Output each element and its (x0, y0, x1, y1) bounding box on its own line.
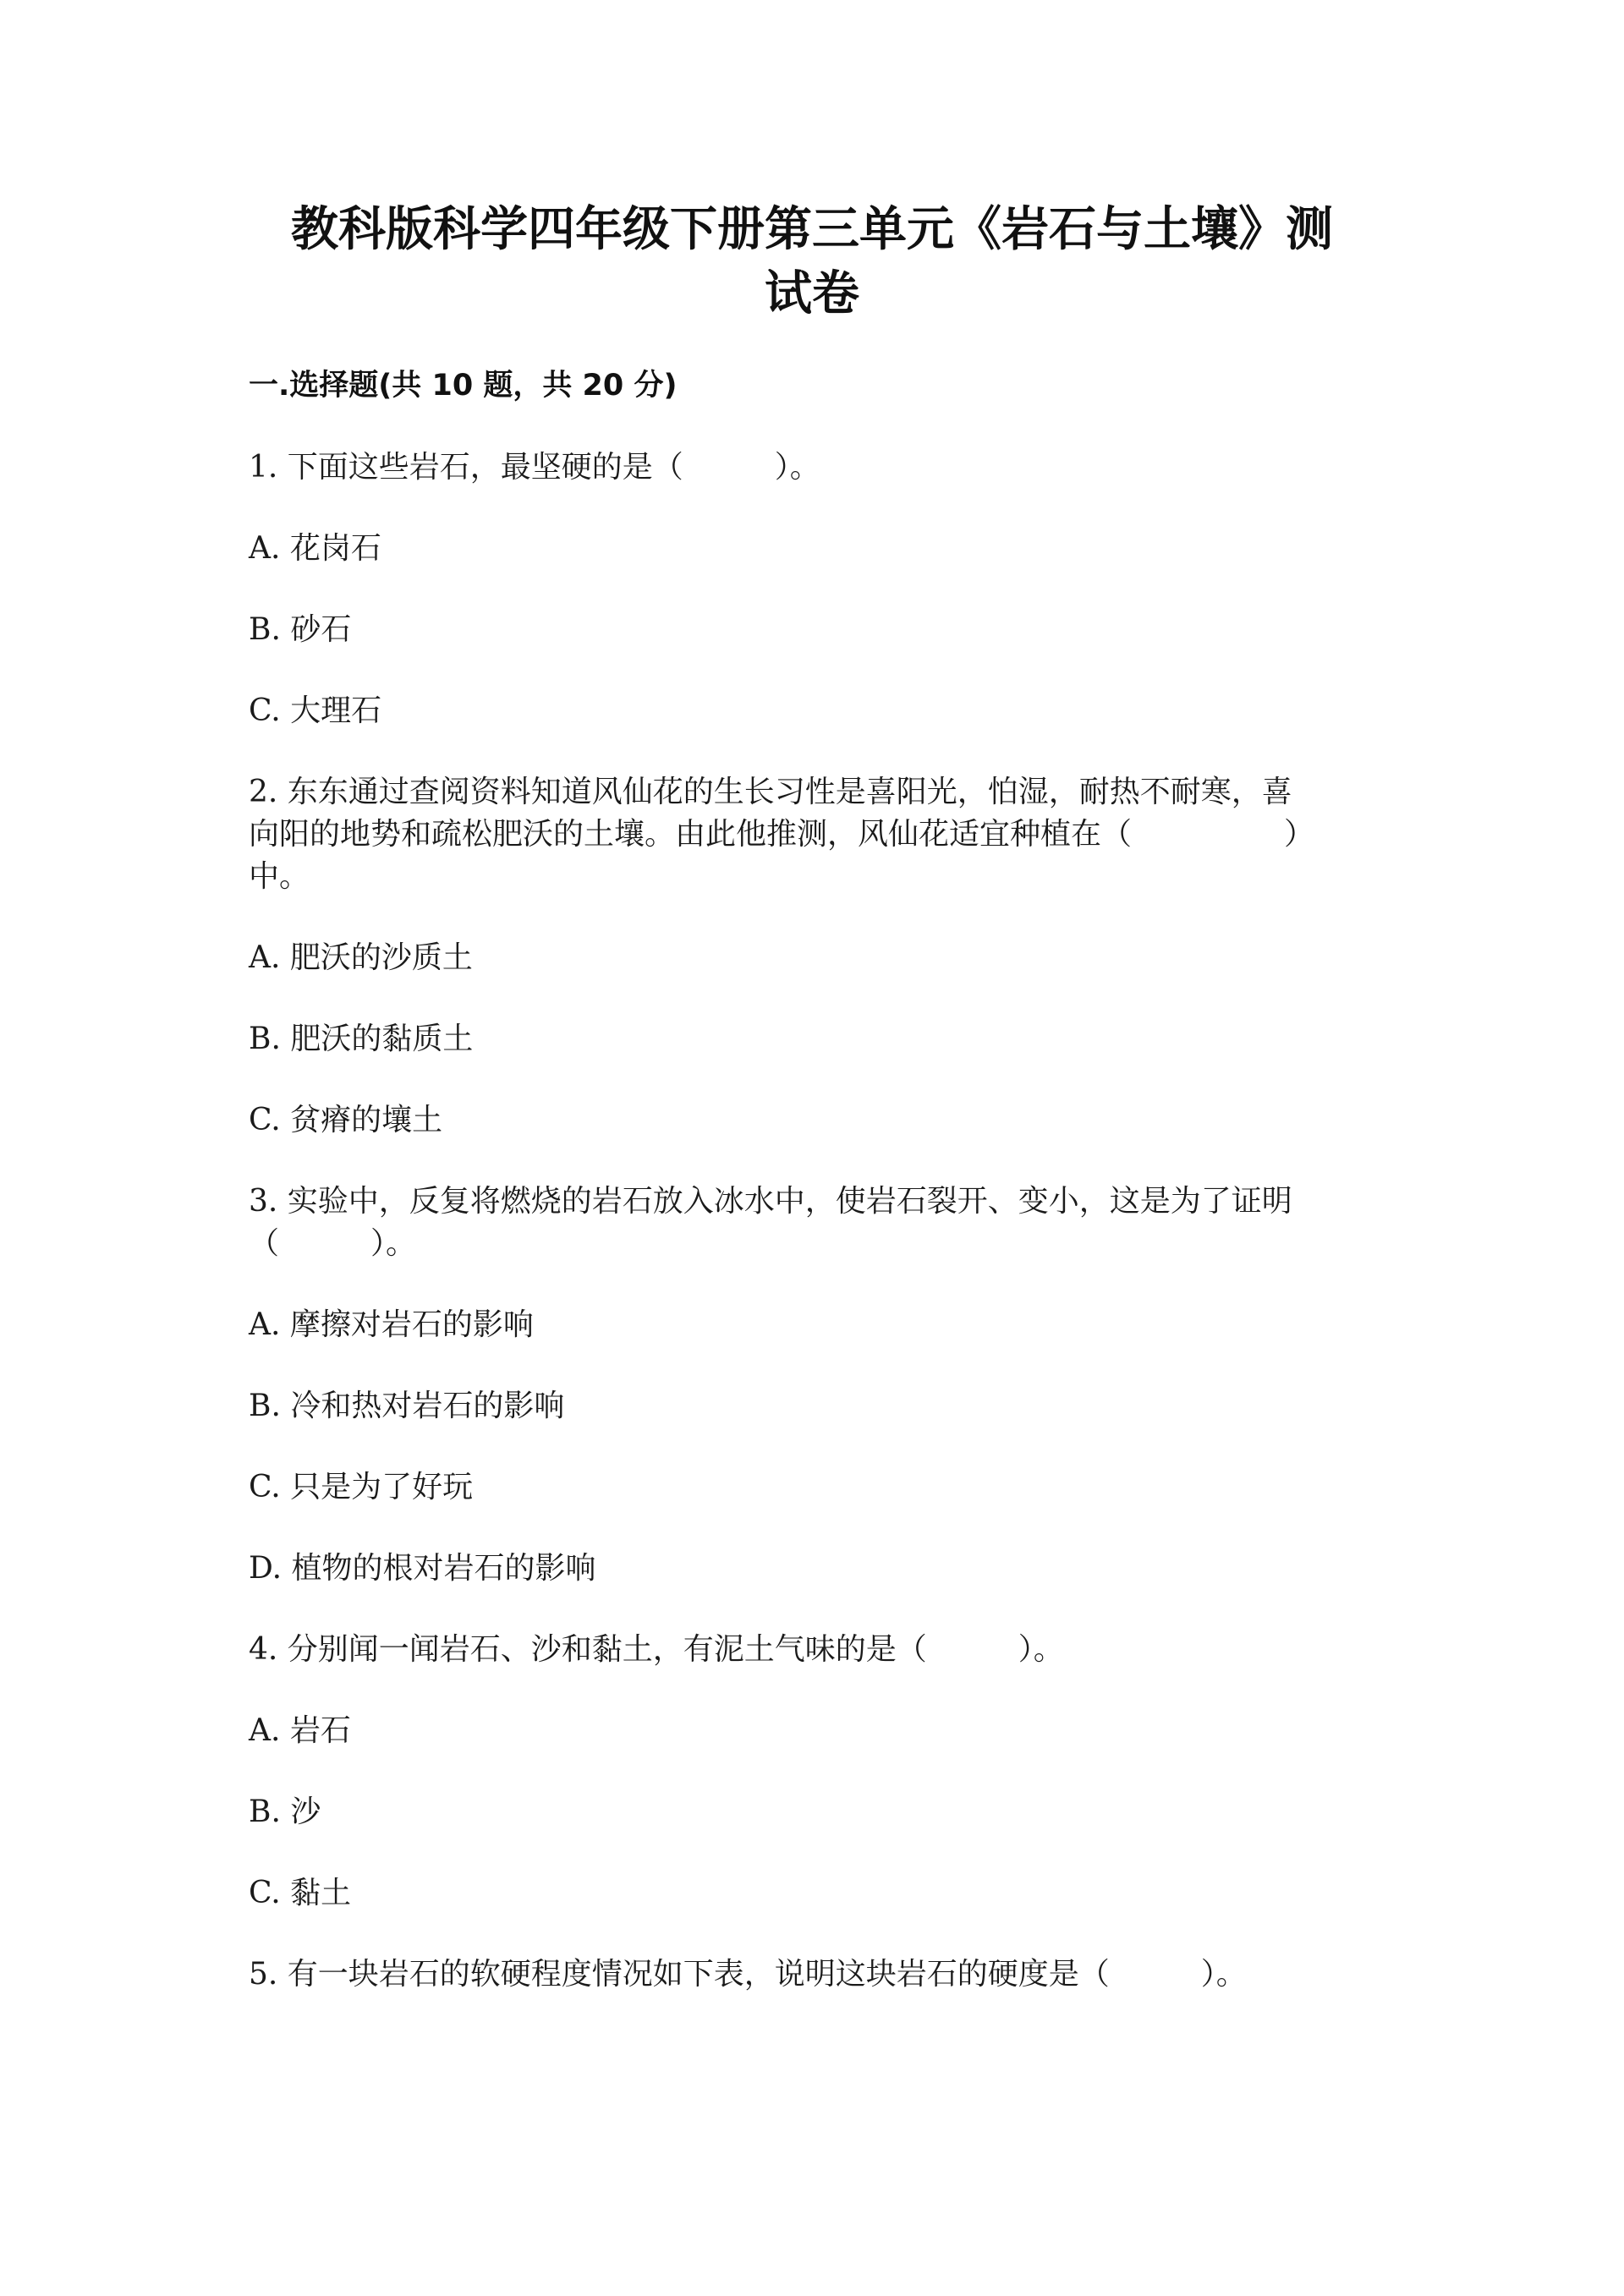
page-title (245, 198, 1379, 326)
question-3-option-c: C. 只是为了好玩 (249, 1470, 474, 1504)
question-2-stem-line-1: 2. 东东通过查阅资料知道风仙花的生长习性是喜阳光，怕湿，耐热不耐寒，喜 (249, 775, 1292, 809)
question-3-option-a: A. 摩擦对岩石的影响 (249, 1307, 534, 1342)
question-3-stem-line-1: 3. 实验中，反复将燃烧的岩石放入冰水中，使岩石裂开、变小，这是为了证明 (249, 1184, 1292, 1219)
question-4-option-b: B. 沙 (249, 1795, 321, 1829)
question-2-stem-line-2: 向阳的地势和疏松肥沃的土壤。由此他推测，风仙花适宜种植在（ ） (249, 817, 1315, 852)
question-2-stem-line-3: 中。 (249, 859, 310, 894)
question-4-option-c: C. 黏土 (249, 1876, 352, 1910)
title-line-1: 教科版科学四年级下册第三单元《岩石与土壤》测 (291, 202, 1333, 257)
question-2-option-c: C. 贫瘠的壤土 (249, 1103, 443, 1137)
question-2-option-a: A. 肥沃的沙质土 (249, 940, 473, 975)
question-3-option-d: D. 植物的根对岩石的影响 (249, 1551, 596, 1586)
question-3-option-b: B. 冷和热对岩石的影响 (249, 1389, 565, 1423)
section-heading: 一.选择题(共 10 题，共 20 分) (249, 369, 678, 403)
question-5-stem: 5. 有一块岩石的软硬程度情况如下表，说明这块岩石的硬度是（ ）。 (249, 1957, 1247, 1992)
title-line-2: 试卷 (765, 266, 859, 321)
question-1-option-c: C. 大理石 (249, 693, 382, 728)
question-1-option-b: B. 砂石 (249, 612, 352, 647)
question-2-option-b: B. 肥沃的黏质土 (249, 1022, 474, 1056)
question-4-option-a: A. 岩石 (249, 1713, 351, 1748)
question-1-stem: 1. 下面这些岩石，最坚硬的是（ ）。 (249, 450, 820, 485)
question-4-stem: 4. 分别闻一闻岩石、沙和黏土，有泥土气味的是（ ）。 (249, 1632, 1064, 1667)
question-3-stem-line-2: （ ）。 (249, 1226, 417, 1261)
question-1-option-a: A. 花岗石 (249, 531, 381, 566)
